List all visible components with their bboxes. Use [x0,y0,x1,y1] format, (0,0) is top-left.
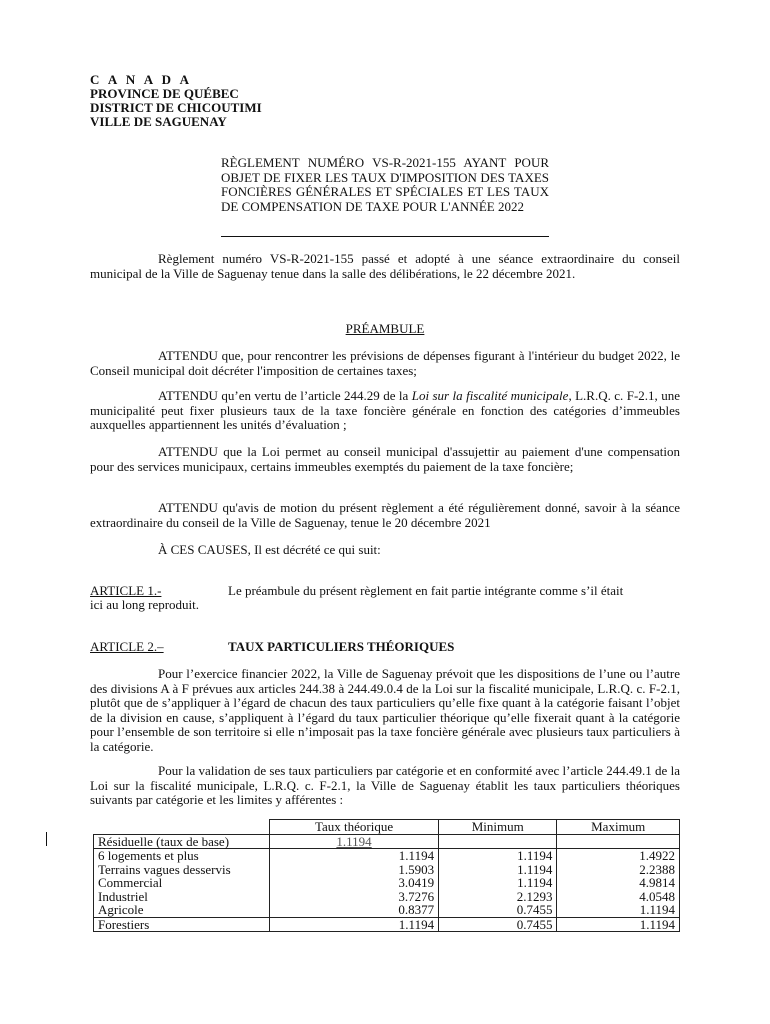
row-rate: 1.1194 [270,849,439,863]
article-2-paragraph-1 [90,667,680,754]
adoption-text: Règlement numéro VS-R-2021-155 passé et adopté à une séance extraordinaire du conseil municipal de la Ville de Saguenay tenue dans la salle des délibérations, le 22 décembre 2021. [90,251,680,281]
article-2-text-1: Pour l’exercice financier 2022, la Ville de Saguenay prévoit que les dispositions de l’une ou l’autre des divisions A à F prévues aux articles 244.38 à 244.49.0.4 de la Loi sur la fiscalité municipale, L.R.Q. c. F-2.1, plutôt que de s’appliquer à l’égard de chacun des taux particuliers qu’elle fixe quant à la catégorie faisant l’objet de la division en cause, s’appliquent à l’égard du taux particulier théorique qu’elle fixerait quant à la catégorie pour l’ensemble de son territoire si elle n’imposait pas la taxe foncière générale avec plusieurs taux particuliers à la catégorie. [90,666,680,754]
attendu-paragraph-3 [90,445,680,474]
row-min: 0.7455 [439,903,557,917]
row-category: 6 logements et plus [94,849,270,863]
row-rate: 1.1194 [270,917,439,932]
text-cursor [46,832,47,846]
attendu-text-1: ATTENDU que, pour rencontrer les prévisions de dépenses figurant à l'intérieur du budget 2022, le Conseil municipal doit décréter l'imposition de certaines taxes; [90,348,680,378]
row-category: Résiduelle (taux de base) [94,834,270,849]
attendu-text-4: ATTENDU qu'avis de motion du présent règlement a été régulièrement donné, savoir à la séance extraordinaire du conseil de la Ville de Saguenay, tenue le 20 décembre 2021 [90,500,680,530]
city-line: VILLE DE SAGUENAY [90,114,227,129]
row-max [557,834,680,849]
row-category: Forestiers [94,917,270,932]
causes-paragraph [90,543,680,558]
row-category: Agricole [94,903,270,917]
article-1-label: ARTICLE 1.- [90,583,162,598]
table-row [94,849,680,863]
attendu-text-2a: ATTENDU qu’en vertu de l’article 244.29 de la [158,388,412,403]
bylaw-title: RÈGLEMENT NUMÉRO VS-R-2021-155 AYANT POUR OBJET DE FIXER LES TAUX D'IMPOSITION DES TAXES FONCIÈRES GÉNÉRALES ET SPÉCIALES ET LES TAUX DE COMPENSATION DE TAXE POUR L'ANNÉE 2022 [221,155,549,214]
rates-table-header-row [94,820,680,835]
rates-table [93,819,680,932]
row-min: 0.7455 [439,917,557,932]
title-divider [221,236,549,237]
preamble-heading: PRÉAMBULE [345,321,425,336]
article-2-text-2: Pour la validation de ses taux particuliers par catégorie et en conformité avec l’article 244.49.1 de la Loi sur la fiscalité municipale, L.R.Q. c. F-2.1, la Ville de Saguenay établit les taux particuliers théoriques suivants par catégorie et les limites y afférentes : [90,763,680,807]
row-rate: 3.7276 [270,890,439,904]
causes-text: À CES CAUSES, Il est décrété ce qui suit: [158,542,381,557]
row-min: 1.1194 [439,876,557,890]
header-blank-cell [94,820,270,835]
header-rate: Taux théorique [270,820,439,835]
row-min: 1.1194 [439,863,557,877]
row-category: Commercial [94,876,270,890]
article-2-label: ARTICLE 2.– [90,639,164,654]
header-max: Maximum [557,820,680,835]
row-rate-link[interactable]: 1.1194 [270,834,439,849]
row-min: 2.1293 [439,890,557,904]
row-min: 1.1194 [439,849,557,863]
attendu-paragraph-4 [90,501,680,530]
row-max: 1.1194 [557,903,680,917]
attendu-text-2b: , L.R.Q. c. F-2.1, une municipalité peut fixer plusieurs taux de la taxe foncière générale en fonction des catégories d’immeubles auxquelles appartiennent les unités d’évaluation ; [90,388,680,432]
table-row [94,863,680,877]
table-row [94,903,680,917]
row-max: 4.0548 [557,890,680,904]
row-rate: 0.8377 [270,903,439,917]
row-max: 4.9814 [557,876,680,890]
attendu-paragraph-1 [90,349,680,378]
table-row [94,917,680,932]
article-1-text-end: ici au long reproduit. [90,597,200,612]
row-rate: 3.0419 [270,876,439,890]
attendu-text-3: ATTENDU que la Loi permet au conseil municipal d'assujettir au paiement d'une compensation pour des services municipaux, certains immeubles exemptés du paiement de la taxe foncière; [90,444,680,474]
attendu-paragraph-2 [90,389,680,433]
row-max: 1.4922 [557,849,680,863]
row-category: Industriel [94,890,270,904]
country-line: C A N A D A [90,72,192,87]
province-line: PROVINCE DE QUÉBEC [90,86,239,101]
header-min: Minimum [439,820,557,835]
row-min [439,834,557,849]
jurisdiction-header [90,73,262,129]
article-2-title: TAUX PARTICULIERS THÉORIQUES [228,639,455,654]
table-row [94,876,680,890]
adoption-paragraph [90,252,680,281]
article-2-paragraph-2 [90,764,680,808]
law-title-italic: Loi sur la fiscalité municipale [411,388,569,403]
district-line: DISTRICT DE CHICOUTIMI [90,100,262,115]
row-rate: 1.5903 [270,863,439,877]
table-row [94,890,680,904]
article-1-text-start: Le préambule du présent règlement en fait partie intégrante comme s’il était [228,583,624,598]
row-max: 2.2388 [557,863,680,877]
table-row [94,834,680,849]
row-max: 1.1194 [557,917,680,932]
row-category: Terrains vagues desservis [94,863,270,877]
